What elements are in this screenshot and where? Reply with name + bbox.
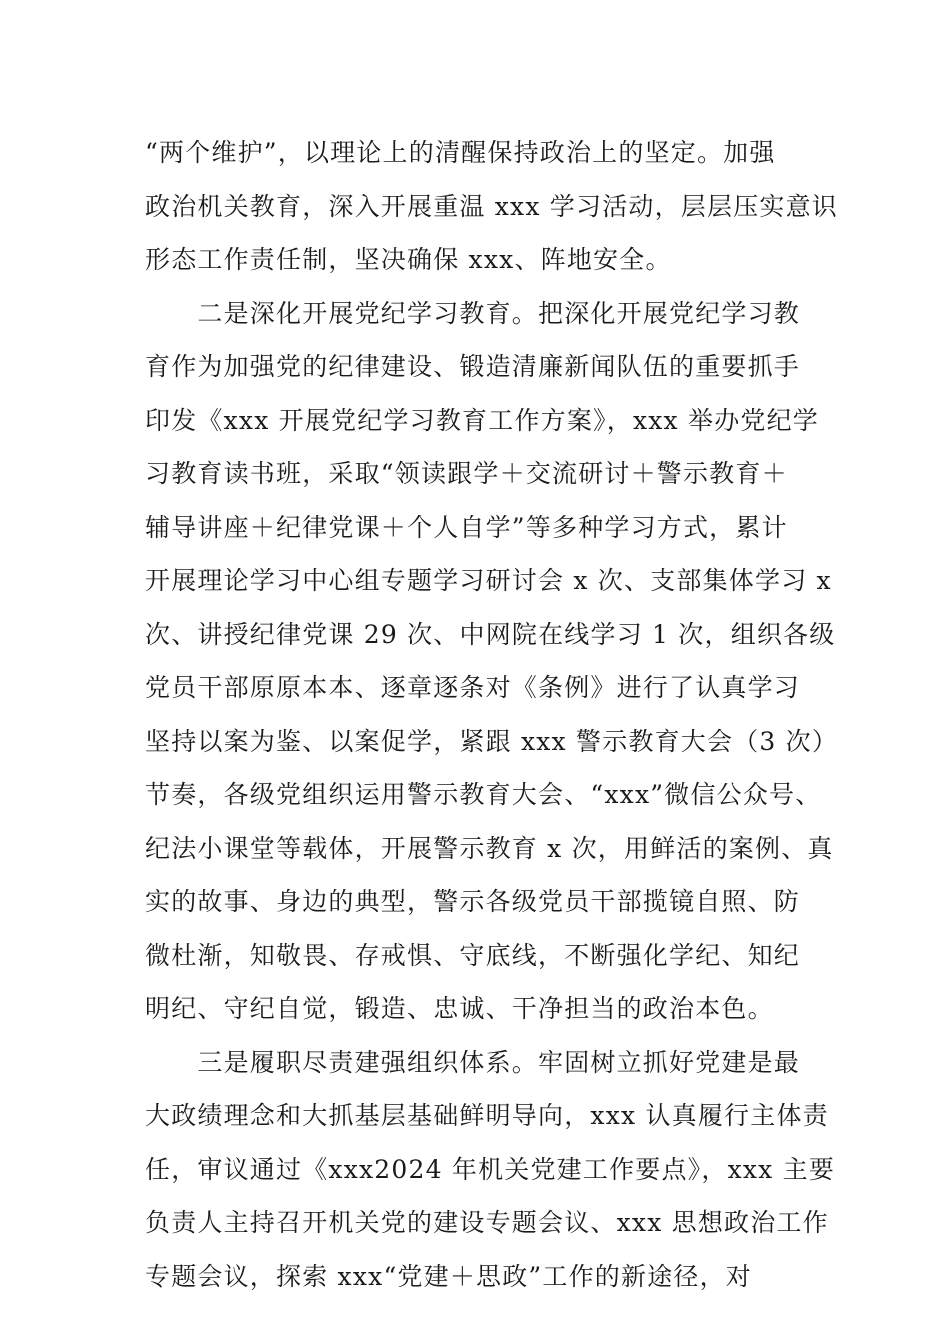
body-text xyxy=(145,126,839,1303)
text-line: 育作为加强党的纪律建设、锻造清廉新闻队伍的重要抓手 xyxy=(145,352,801,381)
text-line: “两个维护”，以理论上的清醒保持政治上的坚定。加强 xyxy=(145,138,776,167)
text-line: 二是深化开展党纪学习教育。把深化开展党纪学习教 xyxy=(145,298,801,328)
text-line: 微杜渐，知敬畏、存戒惧、守底线，不断强化学纪、知纪 xyxy=(145,940,801,970)
text-line: 纪法小课堂等载体，开展警示教育 x 次，用鲜活的案例、真 xyxy=(145,833,834,863)
text-line: 负责人主持召开机关党的建设专题会议、xxx 思想政治工作 xyxy=(145,1208,829,1237)
text-line: 任，审议通过《xxx2024 年机关党建工作要点》，xxx 主要 xyxy=(145,1154,836,1184)
text-line: 形态工作责任制，坚决确保 xxx、阵地安全。 xyxy=(145,245,672,274)
text-line: 开展理论学习中心组专题学习研讨会 x 次、支部集体学习 x xyxy=(145,566,832,595)
text-line: 坚持以案为鉴、以案促学，紧跟 xxx 警示教育大会（3 次） xyxy=(145,726,839,756)
text-line: 党员干部原原本本、逐章逐条对《条例》进行了认真学习 xyxy=(145,673,801,702)
text-line: 大政绩理念和大抓基层基础鲜明导向，xxx 认真履行主体责 xyxy=(145,1101,829,1130)
text-line: 实的故事、身边的典型，警示各级党员干部揽镜自照、防 xyxy=(145,887,801,916)
text-line: 政治机关教育，深入开展重温 xxx 学习活动，层层压实意识 xyxy=(145,191,838,221)
text-line: 明纪、守纪自觉，锻造、忠诚、干净担当的政治本色。 xyxy=(145,994,774,1023)
text-line: 节奏，各级党组织运用警示教育大会、“xxx”微信公众号、 xyxy=(145,780,822,809)
text-line: 辅导讲座＋纪律党课＋个人自学”等多种学习方式，累计 xyxy=(145,512,788,542)
text-line: 三是履职尽责建强组织体系。牢固树立抓好党建是最 xyxy=(145,1047,801,1077)
text-line: 习教育读书班，采取“领读跟学＋交流研讨＋警示教育＋ xyxy=(145,459,788,488)
text-line: 次、讲授纪律党课 29 次、中网院在线学习 1 次，组织各级 xyxy=(145,619,836,649)
text-line: 印发《xxx 开展党纪学习教育工作方案》，xxx 举办党纪学 xyxy=(145,405,819,435)
text-line: 专题会议，探索 xxx“党建＋思政”工作的新途径，对 xyxy=(145,1261,753,1291)
